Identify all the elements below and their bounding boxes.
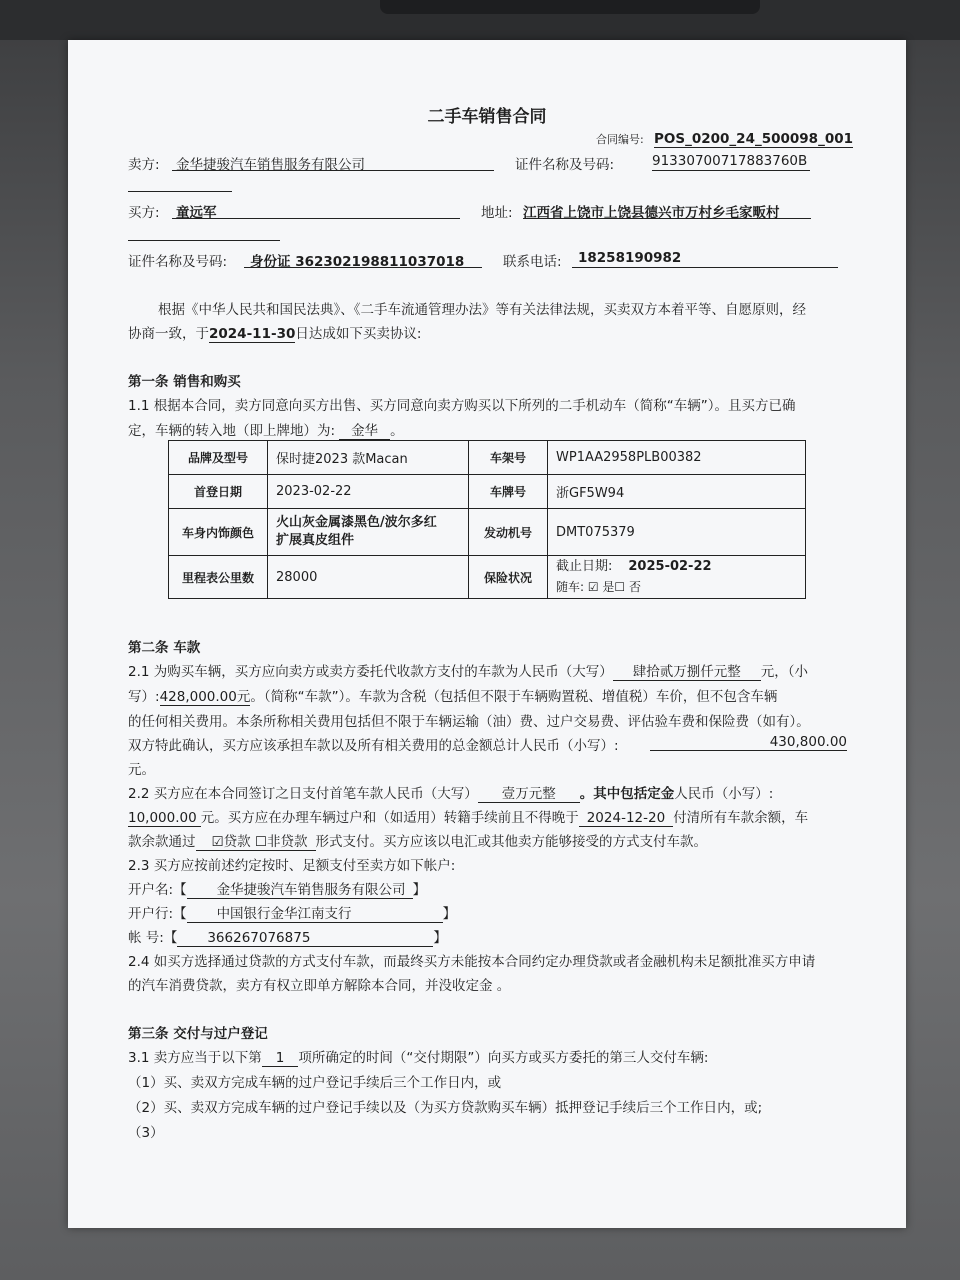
bracket-close: 】 bbox=[433, 930, 447, 946]
buyer-phone: 18258190982 bbox=[578, 250, 682, 266]
article-3-item-2: （2）买、卖双方完成车辆的过户登记手续以及（为买方贷款购买车辆）抵押登记手续后三个工作日内，或; bbox=[128, 1100, 763, 1116]
payment-method: ☑贷款 ☐非贷款 bbox=[196, 830, 316, 851]
vin-label: 车架号 bbox=[469, 441, 548, 475]
registration-city: 金华 bbox=[339, 419, 390, 440]
article-1-1-line-2 bbox=[128, 419, 404, 440]
buyer-id: 身份证 362302198811037018 bbox=[250, 254, 465, 270]
article-2-1-line-4 bbox=[128, 734, 619, 754]
contract-title: 二手车销售合同 bbox=[427, 107, 547, 127]
seller-id-underline-2 bbox=[128, 191, 232, 192]
contract-number-label: 合同编号: bbox=[596, 133, 644, 146]
intro-line-1: 根据《中华人民共和国民法典》、《二手车流通管理办法》等有关法律法规，买卖双方本着平等、自愿原则，经 bbox=[158, 302, 806, 318]
insurance-expiry bbox=[556, 556, 797, 577]
vin-value: WP1AA2958PLB00382 bbox=[548, 441, 806, 475]
background-top bbox=[0, 0, 960, 40]
account-name-row bbox=[128, 878, 426, 899]
article-3-item-1: （1）买、卖双方完成车辆的过户登记手续后三个工作日内，或 bbox=[128, 1075, 502, 1091]
bracket-open: 【 bbox=[173, 906, 187, 922]
buyer-label: 买方: bbox=[128, 205, 160, 221]
intro-line-2 bbox=[128, 322, 421, 343]
delivery-option-number: 1 bbox=[262, 1050, 299, 1067]
account-number: 366267076875 bbox=[177, 930, 433, 947]
bracket-open: 【 bbox=[163, 930, 178, 946]
article-3-1-text-a: 3.1 卖方应当于以下第 bbox=[128, 1050, 262, 1066]
article-3-item-3: （3） bbox=[128, 1125, 164, 1141]
contract-number-row bbox=[596, 131, 853, 148]
article-2-1-line-3: 的任何相关费用。本条所称相关费用包括但不限于车辆运输（油）费、过户交易费、评估验车费和保险费（如有）。 bbox=[128, 714, 810, 730]
insurance-expiry-date: 2025-02-22 bbox=[628, 559, 712, 574]
price-yuan: 元，（小 bbox=[760, 664, 809, 680]
article-2-1-line-5: 元。 bbox=[128, 762, 155, 778]
table-row bbox=[169, 509, 806, 556]
vehicle-info-table bbox=[168, 440, 806, 599]
first-registration-value: 2023-02-22 bbox=[268, 475, 469, 509]
buyer-underline bbox=[172, 218, 460, 219]
article-2-3: 2.3 买方应按前述约定按时、足额支付至卖方如下帐户: bbox=[128, 858, 456, 874]
mileage-label: 里程表公里数 bbox=[169, 556, 268, 599]
address-label: 地址: bbox=[481, 205, 513, 221]
article-2-2-text-b: 元。买方应在办理车辆过户和（如适用）转籍手续前且不得晚于 bbox=[200, 810, 579, 826]
color-value-line-1: 火山灰金属漆黑色/波尔多红 bbox=[276, 515, 437, 530]
article-2-4-line-2: 的汽车消费贷款，卖方有权立即单方解除本合同，并没收定金 。 bbox=[128, 978, 511, 994]
price-uppercase: 肆拾贰万捌仟元整 bbox=[613, 660, 761, 681]
background-strip bbox=[380, 0, 760, 14]
article-2-1-line-1 bbox=[128, 660, 808, 681]
address-underline-2 bbox=[128, 240, 280, 241]
article-2-1-post: 。（简称“车款”）。车款为含税（包括但不限于车辆购置税、增值税）车价，但不包含车辆 bbox=[250, 689, 778, 705]
color-label: 车身内饰颜色 bbox=[169, 509, 268, 556]
insurance-expiry-label: 截止日期: bbox=[556, 559, 613, 574]
article-2-2-line-2 bbox=[128, 806, 808, 827]
bracket-open: 【 bbox=[173, 882, 187, 898]
article-2-1-line-2 bbox=[128, 685, 777, 706]
first-registration-label: 首登日期 bbox=[169, 475, 268, 509]
insurance-value bbox=[548, 556, 806, 599]
plate-label: 车牌号 bbox=[469, 475, 548, 509]
mileage-value: 28000 bbox=[268, 556, 469, 599]
deposit-included: 。其中包括定金 bbox=[579, 786, 675, 802]
article-3-heading: 第三条 交付与过户登记 bbox=[128, 1026, 268, 1042]
account-name-label: 开户名: bbox=[128, 882, 174, 898]
insurance-label: 保险状况 bbox=[469, 556, 548, 599]
table-row bbox=[169, 556, 806, 599]
engine-label: 发动机号 bbox=[469, 509, 548, 556]
account-bank-label: 开户行: bbox=[128, 906, 174, 922]
price-lowercase: 428,000.00元 bbox=[160, 685, 251, 706]
bracket-close: 】 bbox=[412, 882, 427, 898]
plate-value: 浙GF5W94 bbox=[548, 475, 806, 509]
buyer-address: 江西省上饶市上饶县德兴市万村乡毛家畈村 bbox=[523, 205, 780, 221]
article-2-2-text: 2.2 买方应在本合同签订之日支付首笔车款人民币（大写） bbox=[128, 786, 478, 802]
phone-underline bbox=[572, 267, 838, 268]
insurance-with-car: 随车: ☑ 是☐ 否 bbox=[556, 580, 642, 594]
seller-id-label: 证件名称及号码: bbox=[515, 157, 615, 173]
article-2-2-text-d: 款余款通过 bbox=[128, 834, 196, 850]
seller-id: 91330700717883760B bbox=[652, 153, 808, 169]
brand-value: 保时捷2023 款Macan bbox=[268, 441, 469, 475]
article-1-1-end: 。 bbox=[390, 423, 404, 439]
article-3-1-text-b: 项所确定的时间（“交付期限”）向买方或买方委托的第三人交付车辆: bbox=[298, 1050, 709, 1066]
account-number-label: 帐 号: bbox=[128, 930, 164, 946]
address-underline bbox=[523, 218, 811, 219]
engine-value: DMT075379 bbox=[548, 509, 806, 556]
intro-date: 2024-11-30 bbox=[209, 326, 296, 342]
buyer-id-label: 证件名称及号码: bbox=[128, 254, 228, 270]
deposit-amount: 10,000.00 bbox=[128, 810, 201, 827]
account-name: 金华捷骏汽车销售服务有限公司 bbox=[187, 878, 413, 899]
account-bank-row bbox=[128, 902, 456, 923]
contract-paper bbox=[68, 40, 906, 1228]
article-1-1-text: 定，车辆的转入地（即上牌地）为: bbox=[128, 423, 336, 439]
contract-number: POS_0200_24_500098_001 bbox=[654, 131, 854, 147]
article-2-2-line-3 bbox=[128, 830, 707, 851]
article-2-heading: 第二条 车款 bbox=[128, 640, 201, 656]
seller-label: 卖方: bbox=[128, 157, 160, 173]
article-1-1-line-1: 1.1 根据本合同，卖方同意向买方出售、买方同意向卖方购买以下所列的二手机动车（简称“车辆”）。且买方已确 bbox=[128, 398, 796, 414]
table-row bbox=[169, 475, 806, 509]
article-2-2-text-c: 付清所有车款余额，车 bbox=[673, 810, 809, 826]
intro-text-a: 协商一致，于 bbox=[128, 326, 209, 342]
color-value-line-2: 扩展真皮组件 bbox=[276, 533, 355, 548]
color-value bbox=[268, 509, 469, 556]
bracket-close: 】 bbox=[442, 906, 457, 922]
article-2-2-line-1 bbox=[128, 782, 773, 803]
payoff-date: 2024-12-20 bbox=[579, 810, 673, 827]
first-payment-uppercase: 壹万元整 bbox=[478, 782, 580, 803]
article-2-1-text: 2.1 为购买车辆，买方应向卖方或卖方委托代收款方支付的车款为人民币（大写） bbox=[128, 664, 613, 680]
article-2-2-text-e: 形式支付。买方应该以电汇或其他卖方能够接受的方式支付车款。 bbox=[315, 834, 707, 850]
article-3-1 bbox=[128, 1046, 708, 1067]
account-number-row bbox=[128, 926, 447, 947]
article-1-heading: 第一条 销售和购买 bbox=[128, 374, 241, 390]
seller-name: 金华捷骏汽车销售服务有限公司 bbox=[176, 157, 365, 173]
brand-label: 品牌及型号 bbox=[169, 441, 268, 475]
intro-text-b: 日达成如下买卖协议: bbox=[295, 326, 422, 342]
seller-underline bbox=[172, 170, 494, 171]
article-2-1-total-text: 双方特此确认，买方应该承担车款以及所有相关费用的总金额总计人民币（小写）: bbox=[128, 738, 619, 754]
article-2-4-line-1: 2.4 如买方选择通过贷款的方式支付车款，而最终买方未能按本合同约定办理贷款或者金融机构未足额批准买方申请 bbox=[128, 954, 816, 970]
buyer-name: 童远军 bbox=[176, 205, 217, 221]
article-2-1-pre: 写）: bbox=[128, 689, 160, 705]
buyer-id-underline bbox=[244, 267, 482, 268]
phone-label: 联系电话: bbox=[503, 254, 562, 270]
account-bank: 中国银行金华江南支行 bbox=[187, 902, 443, 923]
seller-id-underline bbox=[652, 170, 810, 171]
table-row bbox=[169, 441, 806, 475]
total-amount: 430,800.00 bbox=[650, 734, 847, 751]
article-2-2-tail: 人民币（小写）: bbox=[674, 786, 774, 802]
